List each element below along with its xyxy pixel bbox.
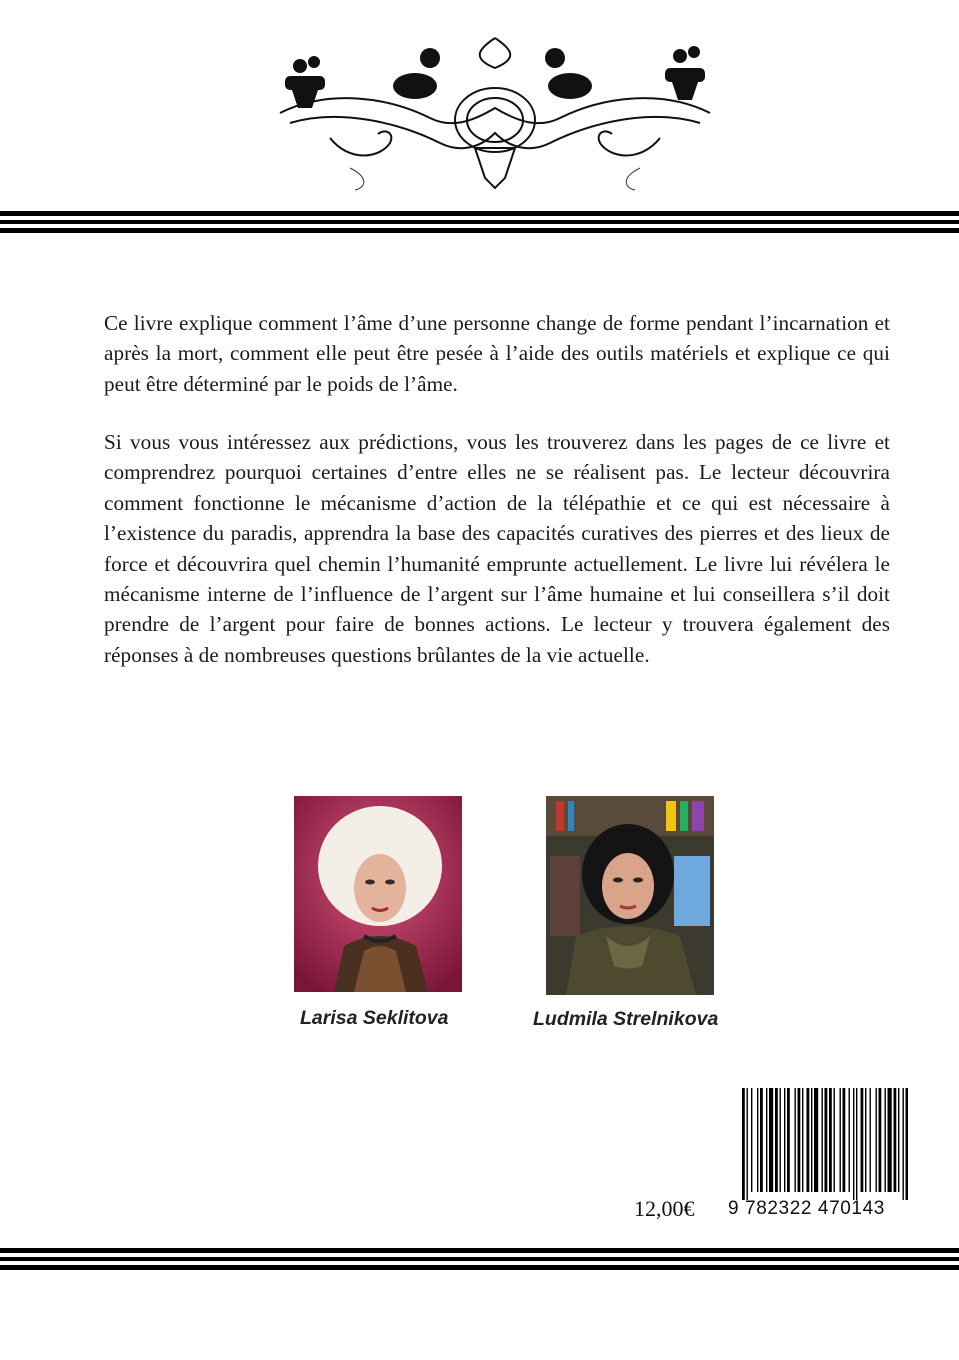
top-divider-rule: [0, 211, 959, 233]
barcode-bar: [757, 1088, 758, 1192]
barcode-bar: [856, 1088, 857, 1200]
price-label: 12,00€: [634, 1196, 695, 1221]
isbn-number: 9 782322 470143: [728, 1198, 885, 1219]
barcode-bar: [861, 1088, 864, 1192]
author-caption-ludmila: Ludmila Strelnikova: [533, 1008, 719, 1030]
barcode-bar: [751, 1088, 752, 1192]
description-text-1: Ce livre explique comment l’âme d’une personne change de forme pendant l’incarnation et après la mort, comment elle peut être pesée à l’aide des outils matériels et explique ce qui peut être déterminé par le poids de l’âme.: [104, 311, 890, 396]
barcode-bar: [903, 1088, 904, 1200]
ornament-header-image: [270, 28, 720, 193]
barcode-bar: [876, 1088, 877, 1192]
barcode-bar: [784, 1088, 785, 1192]
barcode-bar: [814, 1088, 818, 1192]
barcode-bar: [825, 1088, 828, 1192]
barcode-bar: [760, 1088, 763, 1192]
barcode-bar: [885, 1088, 886, 1192]
barcode-bar: [840, 1088, 841, 1192]
barcode-bar: [870, 1088, 871, 1192]
barcode-bar: [769, 1088, 773, 1192]
barcode-bar: [879, 1088, 882, 1192]
author-photo-larisa: [294, 796, 462, 992]
barcode-bar: [780, 1088, 781, 1192]
barcode-bar: [742, 1088, 745, 1200]
author-caption-larisa: Larisa Seklitova: [300, 1007, 449, 1029]
barcode-bar: [829, 1088, 832, 1192]
barcode-bar: [766, 1088, 767, 1192]
description-paragraph-2: [104, 427, 890, 670]
barcode-bar: [807, 1088, 810, 1192]
barcode-bar: [906, 1088, 909, 1200]
barcode-bar: [811, 1088, 812, 1192]
description-text-2: Si vous vous intéressez aux prédictions, vous les trouverez dans les pages de ce livre et comprendrez pourquoi certaines d’entre elles ne se réalisent pas. Le lecteur découvrira comment fonctionne le mécanisme d’action de la télépathie et ce qui est nécessaire à l’existence du paradis, apprendra la base des capacités curatives des pierres et des lieux de force et découvrira quel chemin l’humanité emprunte actuellement. Le livre lui révélera le mécanisme interne de l’influence de l’argent sur l’âme humaine et lui conseillera s’il doit prendre de l’argent pour faire de bonnes actions. Le lecteur y trouvera également des réponses à de nombreuses questions brûlantes de la vie actuelle.: [104, 430, 890, 667]
barcode-bar: [894, 1088, 897, 1192]
barcode-bar: [798, 1088, 801, 1192]
barcode-bar: [787, 1088, 790, 1192]
barcode-bar: [888, 1088, 892, 1192]
barcode-bar: [849, 1088, 850, 1192]
barcode-bar: [843, 1088, 846, 1192]
barcode-bar: [802, 1088, 803, 1192]
barcode-bar: [795, 1088, 796, 1192]
barcode-bar: [898, 1088, 899, 1192]
bottom-divider-rule: [0, 1248, 959, 1270]
description-paragraph-1: [104, 308, 890, 399]
barcode-bar: [853, 1088, 854, 1200]
barcode-bar: [834, 1088, 835, 1192]
barcode-bar: [775, 1088, 778, 1192]
barcode-bar: [865, 1088, 866, 1192]
author-photo-ludmila: [546, 796, 714, 995]
barcode-bar: [822, 1088, 823, 1192]
barcode-bar: [747, 1088, 748, 1200]
isbn-barcode: [740, 1088, 908, 1200]
